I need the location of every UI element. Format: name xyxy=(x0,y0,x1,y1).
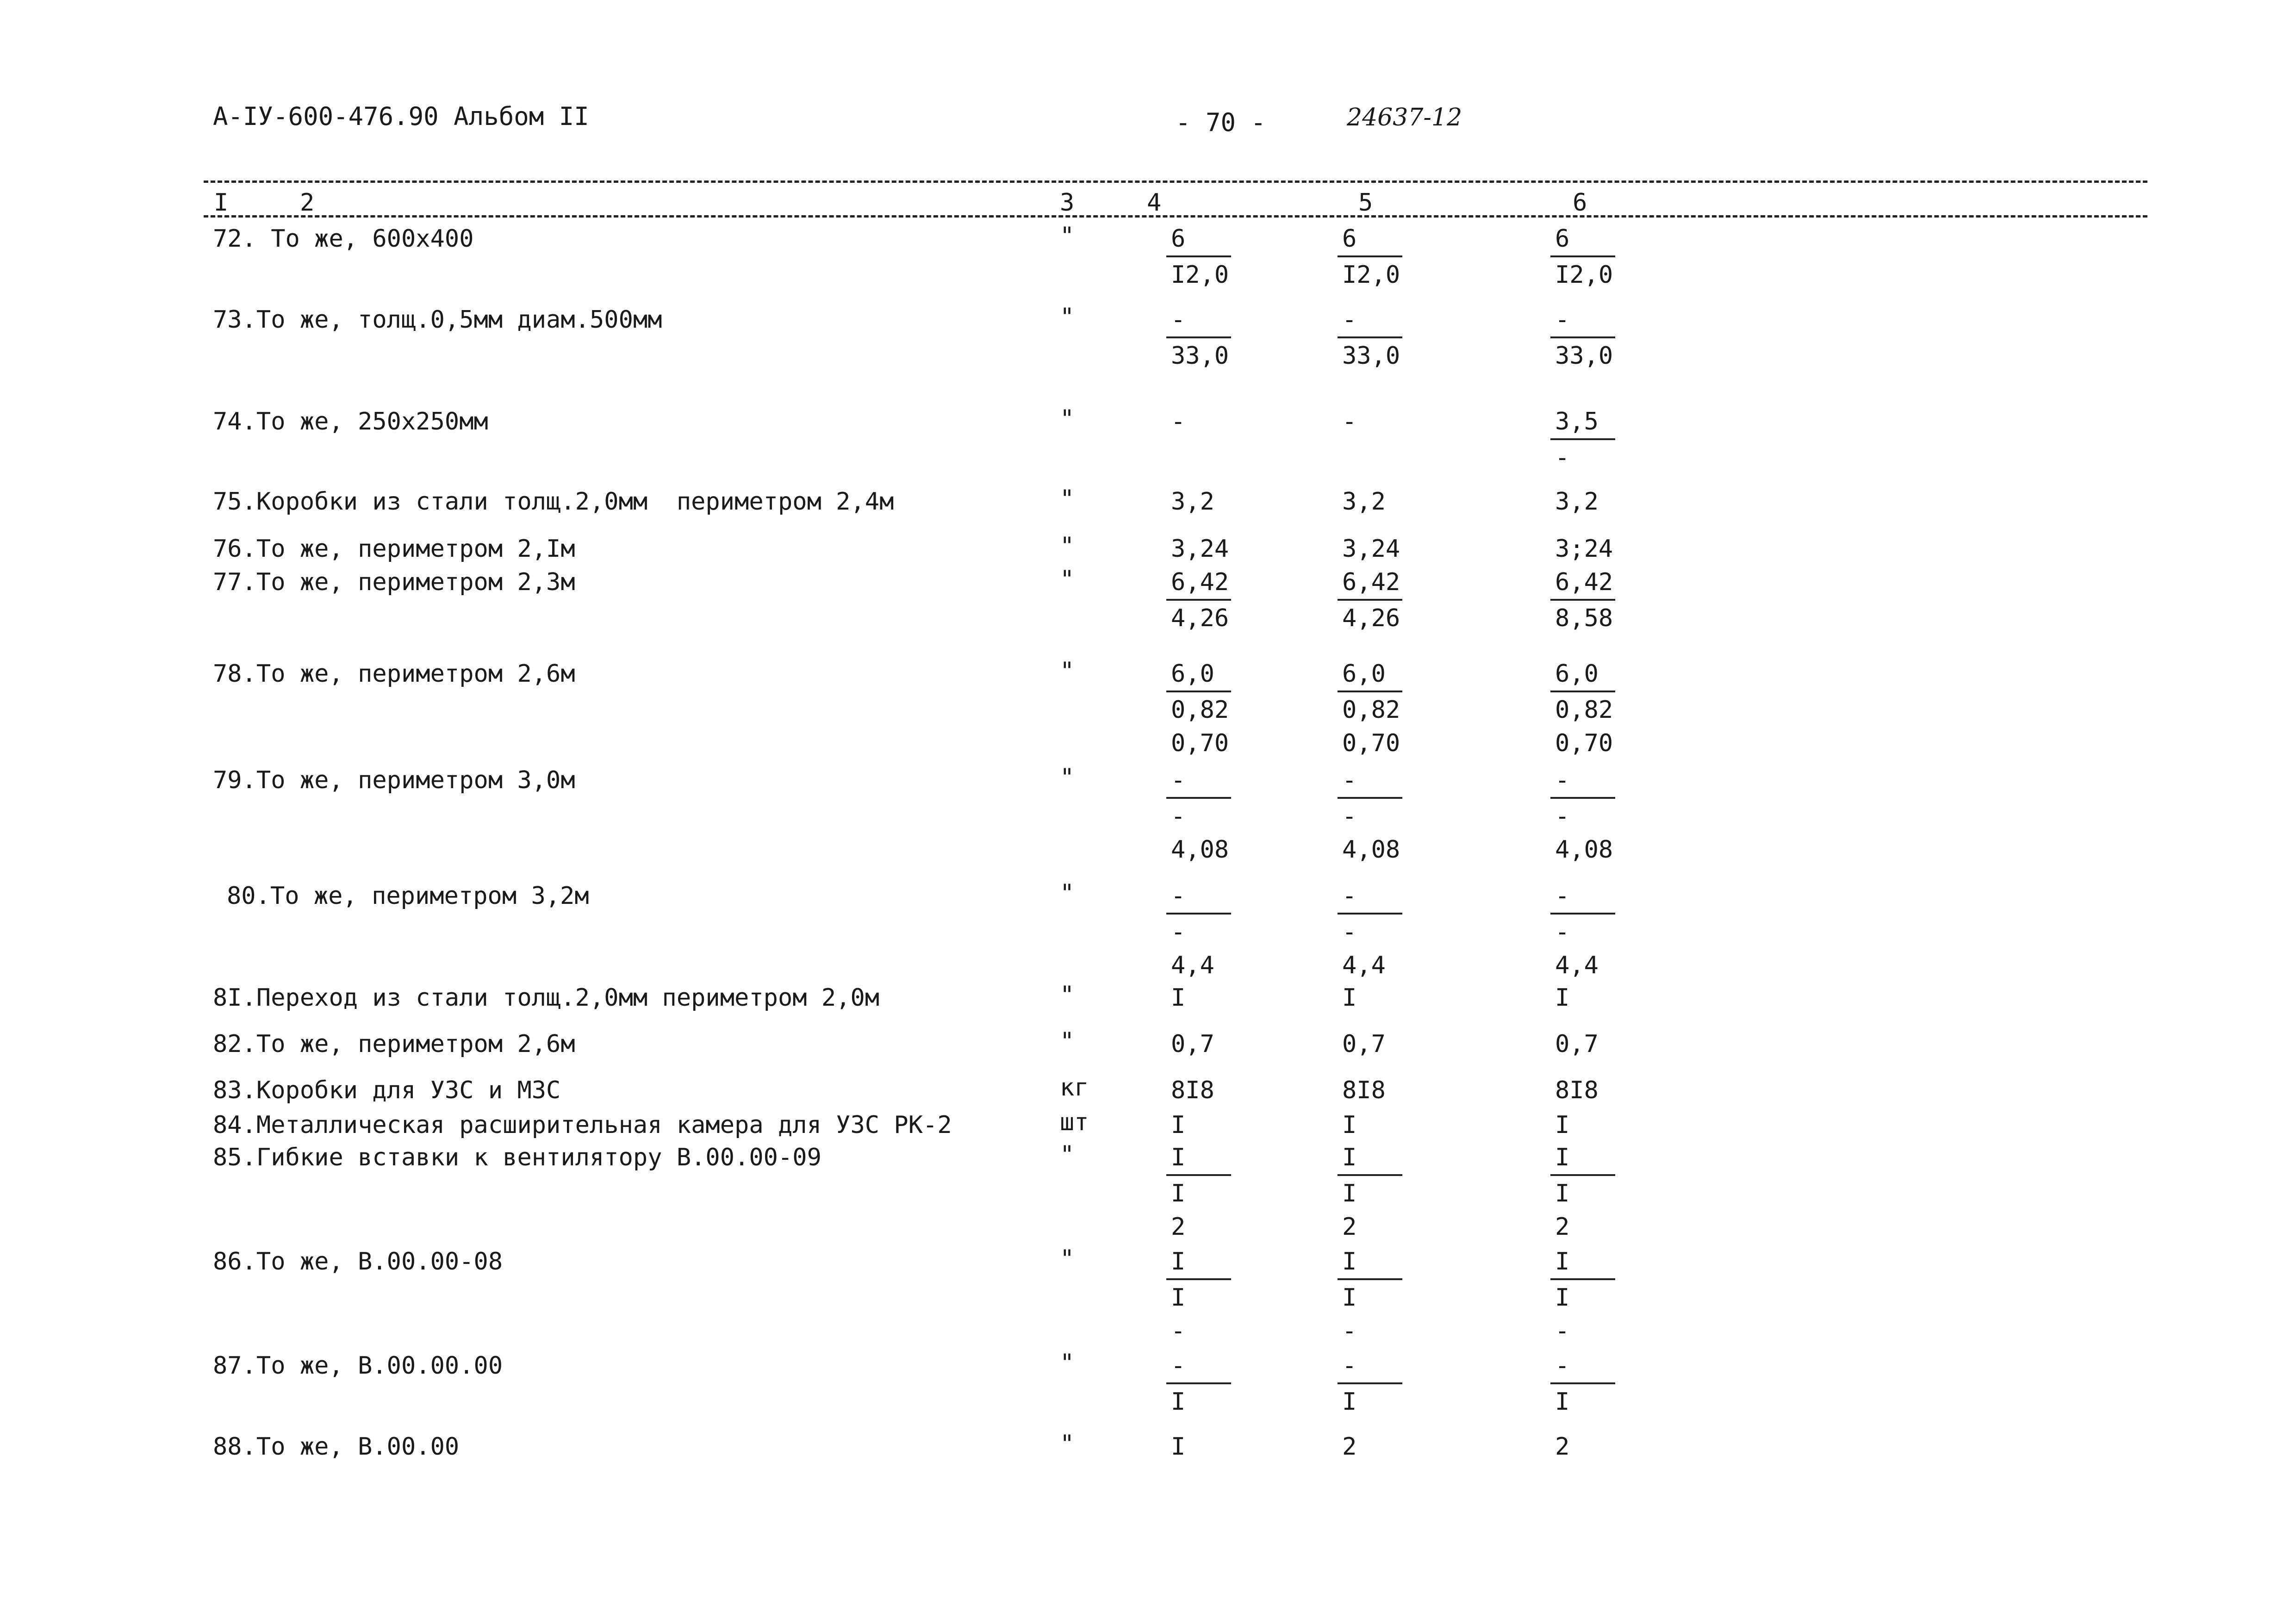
row-name: 87.То же, В.00.00.00 xyxy=(213,1352,503,1380)
cell-c4-value: I xyxy=(1171,1180,1186,1207)
row-unit: " xyxy=(1060,1430,1075,1458)
cell-c4-value: - xyxy=(1171,918,1186,946)
cell-c4-value: I xyxy=(1171,1248,1186,1276)
fraction-bar xyxy=(1338,255,1402,257)
cell-c4-value: 6,42 xyxy=(1171,568,1229,596)
cell-c6-value: 4,08 xyxy=(1555,836,1613,864)
cell-c4-value: I xyxy=(1171,1284,1186,1312)
cell-c5-value: 0,82 xyxy=(1342,696,1400,724)
cell-c5-value: - xyxy=(1342,882,1357,910)
cell-c5-value: 6 xyxy=(1342,225,1357,253)
cell-c4-value: 2 xyxy=(1171,1213,1186,1241)
fraction-bar xyxy=(1550,1174,1615,1176)
cell-c6-value: I xyxy=(1555,984,1570,1012)
row-unit: " xyxy=(1060,981,1075,1009)
cell-c4-value: I xyxy=(1171,1433,1186,1461)
cell-c5-value: I xyxy=(1342,984,1357,1012)
document-code: А-IУ-600-476.90 Альбом II xyxy=(213,102,589,131)
fraction-bar xyxy=(1338,599,1402,601)
fraction-bar xyxy=(1166,255,1231,257)
fraction-bar xyxy=(1550,1382,1615,1384)
cell-c6-value: 8,58 xyxy=(1555,604,1613,632)
row-unit: " xyxy=(1060,1349,1075,1377)
fraction-bar xyxy=(1550,691,1615,692)
row-unit: " xyxy=(1060,303,1075,331)
cell-c6-value: I2,0 xyxy=(1555,261,1613,289)
fraction-bar xyxy=(1550,438,1615,440)
fraction-bar xyxy=(1338,336,1402,338)
cell-c5-value: 6,42 xyxy=(1342,568,1400,596)
row-unit: " xyxy=(1060,485,1075,513)
cell-c4-value: - xyxy=(1171,766,1186,794)
cell-c6-value: I xyxy=(1555,1284,1570,1312)
cell-c4-value: - xyxy=(1171,306,1186,334)
cell-c4-value: I xyxy=(1171,984,1186,1012)
fraction-bar xyxy=(1166,599,1231,601)
cell-c5-value: - xyxy=(1342,306,1357,334)
row-unit: " xyxy=(1060,405,1075,433)
cell-c6-value: 3,5 xyxy=(1555,408,1599,436)
cell-c5-value: I xyxy=(1342,1248,1357,1276)
cell-c5-value: 2 xyxy=(1342,1433,1357,1461)
cell-c6-value: 33,0 xyxy=(1555,342,1613,370)
cell-c4-value: - xyxy=(1171,1352,1186,1380)
cell-c4-value: 33,0 xyxy=(1171,342,1229,370)
cell-c5-value: I2,0 xyxy=(1342,261,1400,289)
cell-c4-value: - xyxy=(1171,882,1186,910)
cell-c6-value: 6,42 xyxy=(1555,568,1613,596)
row-name: 73.То же, толщ.0,5мм диам.500мм xyxy=(213,306,662,334)
cell-c6-value: 6,0 xyxy=(1555,660,1599,688)
cell-c6-value: - xyxy=(1555,766,1570,794)
cell-c6-value: 3;24 xyxy=(1555,535,1613,563)
cell-c4-value: 0,70 xyxy=(1171,729,1229,757)
row-unit: " xyxy=(1060,532,1075,560)
cell-c4-value: I xyxy=(1171,1388,1186,1416)
cell-c4-value: 0,82 xyxy=(1171,696,1229,724)
cell-c5-value: 3,2 xyxy=(1342,488,1386,516)
cell-c6-value: 0,82 xyxy=(1555,696,1613,724)
cell-c5-value: - xyxy=(1342,1352,1357,1380)
fraction-bar xyxy=(1166,1382,1231,1384)
cell-c5-value: 4,4 xyxy=(1342,952,1386,979)
row-name: 86.То же, В.00.00-08 xyxy=(213,1248,503,1276)
row-name: 85.Гибкие вставки к вентилятору В.00.00-09 xyxy=(213,1144,821,1171)
cell-c5-value: 4,26 xyxy=(1342,604,1400,632)
cell-c6-value: - xyxy=(1555,444,1570,472)
handwritten-code: 24637-12 xyxy=(1347,104,1462,131)
column-header-1: I xyxy=(214,189,229,217)
row-unit: шт xyxy=(1060,1108,1089,1136)
row-name: 83.Коробки для УЗС и МЗС xyxy=(213,1076,561,1104)
cell-c5-value: - xyxy=(1342,408,1357,436)
cell-c5-value: I xyxy=(1342,1180,1357,1207)
cell-c4-value: 8I8 xyxy=(1171,1076,1214,1104)
cell-c4-value: 3,24 xyxy=(1171,535,1229,563)
fraction-bar xyxy=(1550,599,1615,601)
cell-c4-value: 6 xyxy=(1171,225,1186,253)
cell-c5-value: 0,7 xyxy=(1342,1030,1386,1058)
cell-c6-value: I xyxy=(1555,1144,1570,1171)
cell-c6-value: 0,7 xyxy=(1555,1030,1599,1058)
fraction-bar xyxy=(1338,1174,1402,1176)
cell-c4-value: I xyxy=(1171,1144,1186,1171)
cell-c5-value: 6,0 xyxy=(1342,660,1386,688)
row-name: 82.То же, периметром 2,6м xyxy=(213,1030,575,1058)
cell-c6-value: 2 xyxy=(1555,1213,1570,1241)
row-name: 79.То же, периметром 3,0м xyxy=(213,766,575,794)
fraction-bar xyxy=(1166,913,1231,915)
column-header-6: 6 xyxy=(1573,189,1587,217)
cell-c5-value: 8I8 xyxy=(1342,1076,1386,1104)
cell-c5-value: 4,08 xyxy=(1342,836,1400,864)
row-unit: " xyxy=(1060,879,1075,907)
column-header-2: 2 xyxy=(300,189,315,217)
cell-c4-value: 3,2 xyxy=(1171,488,1214,516)
cell-c5-value: 2 xyxy=(1342,1213,1357,1241)
fraction-bar xyxy=(1550,1278,1615,1280)
cell-c4-value: - xyxy=(1171,408,1186,436)
page-number: - 70 - xyxy=(1176,108,1266,137)
cell-c5-value: - xyxy=(1342,1317,1357,1345)
fraction-bar xyxy=(1550,255,1615,257)
cell-c6-value: - xyxy=(1555,918,1570,946)
cell-c4-value: - xyxy=(1171,803,1186,830)
cell-c5-value: 3,24 xyxy=(1342,535,1400,563)
column-header-4: 4 xyxy=(1147,189,1162,217)
fraction-bar xyxy=(1166,797,1231,799)
cell-c4-value: 6,0 xyxy=(1171,660,1214,688)
cell-c5-value: I xyxy=(1342,1111,1357,1139)
cell-c6-value: 2 xyxy=(1555,1433,1570,1461)
cell-c6-value: I xyxy=(1555,1248,1570,1276)
row-name: 88.То же, В.00.00 xyxy=(213,1433,460,1461)
fraction-bar xyxy=(1166,1174,1231,1176)
fraction-bar xyxy=(1550,336,1615,338)
row-name: 75.Коробки из стали толщ.2,0мм периметром 2,4м xyxy=(213,488,894,516)
cell-c4-value: I xyxy=(1171,1111,1186,1139)
cell-c5-value: I xyxy=(1342,1284,1357,1312)
cell-c4-value: 4,08 xyxy=(1171,836,1229,864)
row-unit: " xyxy=(1060,657,1075,685)
fraction-bar xyxy=(1338,913,1402,915)
fraction-bar xyxy=(1338,1278,1402,1280)
row-name: 84.Металлическая расширительная камера для УЗС РК-2 xyxy=(213,1111,952,1139)
cell-c6-value: - xyxy=(1555,306,1570,334)
cell-c6-value: 4,4 xyxy=(1555,952,1599,979)
fraction-bar xyxy=(1166,336,1231,338)
cell-c6-value: I xyxy=(1555,1180,1570,1207)
row-unit: кг xyxy=(1060,1074,1089,1101)
cell-c6-value: 0,70 xyxy=(1555,729,1613,757)
cell-c5-value: 33,0 xyxy=(1342,342,1400,370)
cell-c6-value: I xyxy=(1555,1388,1570,1416)
cell-c5-value: I xyxy=(1342,1388,1357,1416)
cell-c6-value: 8I8 xyxy=(1555,1076,1599,1104)
column-header-3: 3 xyxy=(1060,189,1075,217)
cell-c6-value: I xyxy=(1555,1111,1570,1139)
cell-c4-value: - xyxy=(1171,1317,1186,1345)
cell-c5-value: 0,70 xyxy=(1342,729,1400,757)
fraction-bar xyxy=(1550,913,1615,915)
row-unit: " xyxy=(1060,1141,1075,1169)
fraction-bar xyxy=(1550,797,1615,799)
row-name: 77.То же, периметром 2,3м xyxy=(213,568,575,596)
row-unit: " xyxy=(1060,566,1075,593)
cell-c6-value: - xyxy=(1555,882,1570,910)
cell-c6-value: 6 xyxy=(1555,225,1570,253)
cell-c5-value: - xyxy=(1342,766,1357,794)
cell-c5-value: - xyxy=(1342,918,1357,946)
cell-c4-value: 4,4 xyxy=(1171,952,1214,979)
row-name: 74.То же, 250х250мм xyxy=(213,408,488,436)
fraction-bar xyxy=(1166,691,1231,692)
cell-c6-value: - xyxy=(1555,1352,1570,1380)
row-name: 80.То же, периметром 3,2м xyxy=(227,882,589,910)
fraction-bar xyxy=(1338,1382,1402,1384)
row-unit: " xyxy=(1060,222,1075,250)
table-rule-top xyxy=(204,180,2147,183)
row-unit: " xyxy=(1060,1027,1075,1055)
table-rule-columns xyxy=(204,215,2147,218)
cell-c6-value: 3,2 xyxy=(1555,488,1599,516)
fraction-bar xyxy=(1338,797,1402,799)
row-unit: " xyxy=(1060,1245,1075,1273)
row-name: 72. То же, 600х400 xyxy=(213,225,474,253)
cell-c4-value: 0,7 xyxy=(1171,1030,1214,1058)
row-name: 78.То же, периметром 2,6м xyxy=(213,660,575,688)
cell-c4-value: I2,0 xyxy=(1171,261,1229,289)
cell-c5-value: I xyxy=(1342,1144,1357,1171)
cell-c4-value: 4,26 xyxy=(1171,604,1229,632)
cell-c5-value: - xyxy=(1342,803,1357,830)
fraction-bar xyxy=(1166,1278,1231,1280)
column-header-5: 5 xyxy=(1358,189,1373,217)
row-unit: " xyxy=(1060,764,1075,791)
row-name: 76.То же, периметром 2,Iм xyxy=(213,535,575,563)
fraction-bar xyxy=(1338,691,1402,692)
cell-c6-value: - xyxy=(1555,1317,1570,1345)
row-name: 8I.Переход из стали толщ.2,0мм периметром 2,0м xyxy=(213,984,880,1012)
cell-c6-value: - xyxy=(1555,803,1570,830)
